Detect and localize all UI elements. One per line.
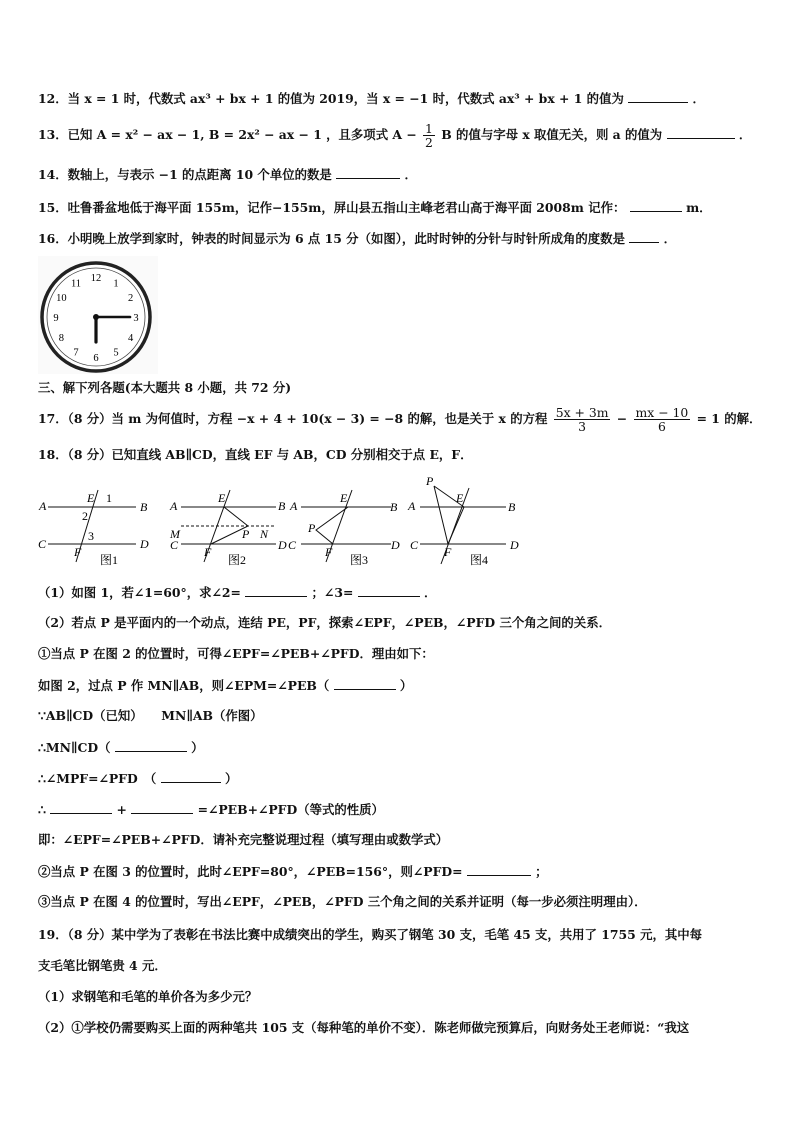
geometry-figures [36, 474, 536, 574]
clock-figure [38, 256, 158, 374]
label-angle-1: 1 [106, 491, 112, 505]
clock-number: 3 [133, 313, 139, 324]
label-p: P [426, 474, 434, 488]
label-c: C [38, 537, 47, 551]
answer-blank[interactable] [358, 584, 420, 597]
clock-number: 5 [113, 347, 119, 359]
question-19-cont: 支毛笔比钢笔贵 4 元． [38, 958, 167, 973]
proof-line-3: ∴MN∥CD（ ） [38, 740, 204, 755]
answer-blank[interactable] [334, 677, 396, 690]
clock-number: 9 [53, 313, 59, 324]
question-13-text: 13．已知 A = x² − ax − 1, B = 2x² − ax − 1 ，且多项式 A − [38, 127, 417, 142]
label-a: A [290, 499, 298, 513]
label-e: E [87, 491, 95, 505]
label-a: A [170, 499, 178, 513]
label-e: E [340, 491, 348, 505]
figure-3 [288, 490, 400, 567]
figure-2-caption: 图2 [228, 553, 247, 567]
answer-blank[interactable] [628, 90, 688, 103]
question-13: 13．已知 A = x² − ax − 1, B = 2x² − ax − 1 ，且多项式 A − $\frac{1}{2}$ B 的值与字母 x 取值无关，则 a 的值为 ． [38, 121, 752, 150]
question-15: 15．吐鲁番盆地低于海平面 155m，记作−155m，屏山县五指山主峰老君山高于海平面 2008m 记作： m． [38, 200, 712, 215]
fraction: $\frac{mx - 10}{6}$ [635, 405, 689, 434]
question-18-part-2-1: ①当点 P 在图 2 的位置时，可得∠EPF=∠PEB+∠PFD．理由如下： [38, 646, 434, 661]
answer-blank[interactable] [667, 126, 735, 139]
proof-line-2: ∵AB∥CD（已知） MN∥AB（作图） [38, 708, 263, 723]
label-c: C [170, 538, 179, 552]
figure-1 [38, 490, 149, 567]
clock-number: 4 [127, 333, 134, 344]
question-17: 17．（8 分）当 m 为何值时，方程 −x + 4 + 10(x − 3) = −8 的解，也是关于 x 的方程 $\frac{5x + 3m}{3}$ − $\frac{mx - 10}{6}$ = 1 的解． [38, 405, 762, 434]
label-b: B [390, 500, 398, 514]
label-c: C [288, 538, 297, 552]
label-f: F [204, 545, 212, 559]
clock-number: 6 [93, 353, 99, 364]
label-e: E [218, 491, 226, 505]
section-heading: 三、解下列各题(本大题共 8 小题，共 72 分) [38, 380, 292, 395]
label-e: E [456, 491, 464, 505]
question-18-part-2-3: ③当点 P 在图 4 的位置时，写出∠EPF，∠PEB，∠PFD 三个角之间的关系并证明（每一步必须注明理由）． [38, 894, 647, 909]
fraction: $\frac{1}{2}$ [425, 121, 433, 150]
label-m: M [170, 527, 180, 541]
clock-number: 11 [70, 278, 82, 290]
label-angle-2: 2 [82, 509, 88, 523]
answer-blank[interactable] [245, 584, 307, 597]
question-12: 12．当 x = 1 时，代数式 ax³ + bx + 1 的值为 2019，当 x = −1 时，代数式 ax³ + bx + 1 的值为 ． [38, 91, 705, 106]
question-19-part-1: （1）求钢笔和毛笔的单价各为多少元？ [38, 989, 258, 1004]
label-f: F [325, 545, 333, 559]
label-d: D [391, 538, 400, 552]
answer-blank[interactable] [630, 199, 682, 212]
question-18-part-1: （1）如图 1，若∠1=60°，求∠2= ；∠3= ． [38, 585, 437, 600]
answer-blank[interactable] [131, 801, 193, 814]
question-18-part-2-2: ②当点 P 在图 3 的位置时，此时∠EPF=80°，∠PEB=156°，则∠PFD= ； [38, 864, 548, 879]
answer-blank[interactable] [629, 230, 659, 243]
label-d: D [140, 537, 149, 551]
label-a: A [39, 499, 47, 513]
clock-number: 7 [73, 347, 79, 359]
label-b: B [140, 500, 148, 514]
proof-line-4: ∴∠MPF=∠PFD （ ） [38, 771, 238, 786]
figure-1-caption: 图1 [100, 553, 119, 567]
clock-number: 10 [56, 293, 67, 304]
label-n: N [260, 527, 269, 541]
fraction: $\frac{5x + 3m}{3}$ [555, 405, 609, 434]
label-f: F [74, 545, 82, 559]
label-b: B [508, 500, 516, 514]
proof-line-6: 即：∠EPF=∠PEB+∠PFD．请补充完整说理过程（填写理由或数学式） [38, 832, 449, 847]
label-p: P [308, 521, 316, 535]
answer-blank[interactable] [115, 739, 187, 752]
question-16: 16．小明晚上放学到家时，钟表的时间显示为 6 点 15 分（如图），此时时钟的分针与时针所成角的度数是 ． [38, 231, 677, 246]
figure-4-caption: 图4 [470, 553, 489, 567]
label-angle-3: 3 [88, 529, 94, 543]
clock-number: 1 [113, 278, 119, 290]
figure-2 [169, 490, 287, 567]
proof-line-5: ∴ + =∠PEB+∠PFD（等式的性质） [38, 802, 384, 817]
label-a: A [408, 499, 416, 513]
clock-number: 8 [58, 333, 65, 344]
question-19: 19．（8 分）某中学为了表彰在书法比赛中成绩突出的学生，购买了钢笔 30 支，毛笔 45 支，共用了 1755 元，其中每 [38, 927, 703, 942]
question-18-part-2: （2）若点 P 是平面内的一个动点，连结 PE，PF，探索∠EPF，∠PEB，∠PFD 三个角之间的关系． [38, 615, 611, 630]
label-p: P [242, 527, 250, 541]
question-14: 14．数轴上，与表示 −1 的点距离 10 个单位的数是 ． [38, 167, 417, 182]
answer-blank[interactable] [336, 166, 400, 179]
answer-blank[interactable] [161, 770, 221, 783]
clock-number: 12 [90, 273, 102, 284]
label-d: D [510, 538, 519, 552]
proof-line-1: 如图 2，过点 P 作 MN∥AB，则∠EPM=∠PEB（ ） [38, 678, 413, 693]
label-b: B [278, 499, 286, 513]
answer-blank[interactable] [467, 863, 531, 876]
question-19-part-2: （2）①学校仍需要购买上面的两种笔共 105 支（每种笔的单价不变）．陈老师做完预算后，向财务处王老师说：“我这 [38, 1020, 690, 1035]
question-18: 18．（8 分）已知直线 AB∥CD，直线 EF 与 AB，CD 分别相交于点 E，F． [38, 447, 473, 462]
label-f: F [444, 545, 452, 559]
answer-blank[interactable] [50, 801, 112, 814]
figure-3-caption: 图3 [350, 553, 369, 567]
clock-number: 2 [127, 293, 134, 304]
label-d: D [278, 538, 287, 552]
figure-4 [407, 474, 519, 567]
question-12-text: 12．当 x = 1 时，代数式 ax³ + bx + 1 的值为 2019，当 x = −1 时，代数式 ax³ + bx + 1 的值为 [38, 91, 624, 106]
label-c: C [410, 538, 419, 552]
